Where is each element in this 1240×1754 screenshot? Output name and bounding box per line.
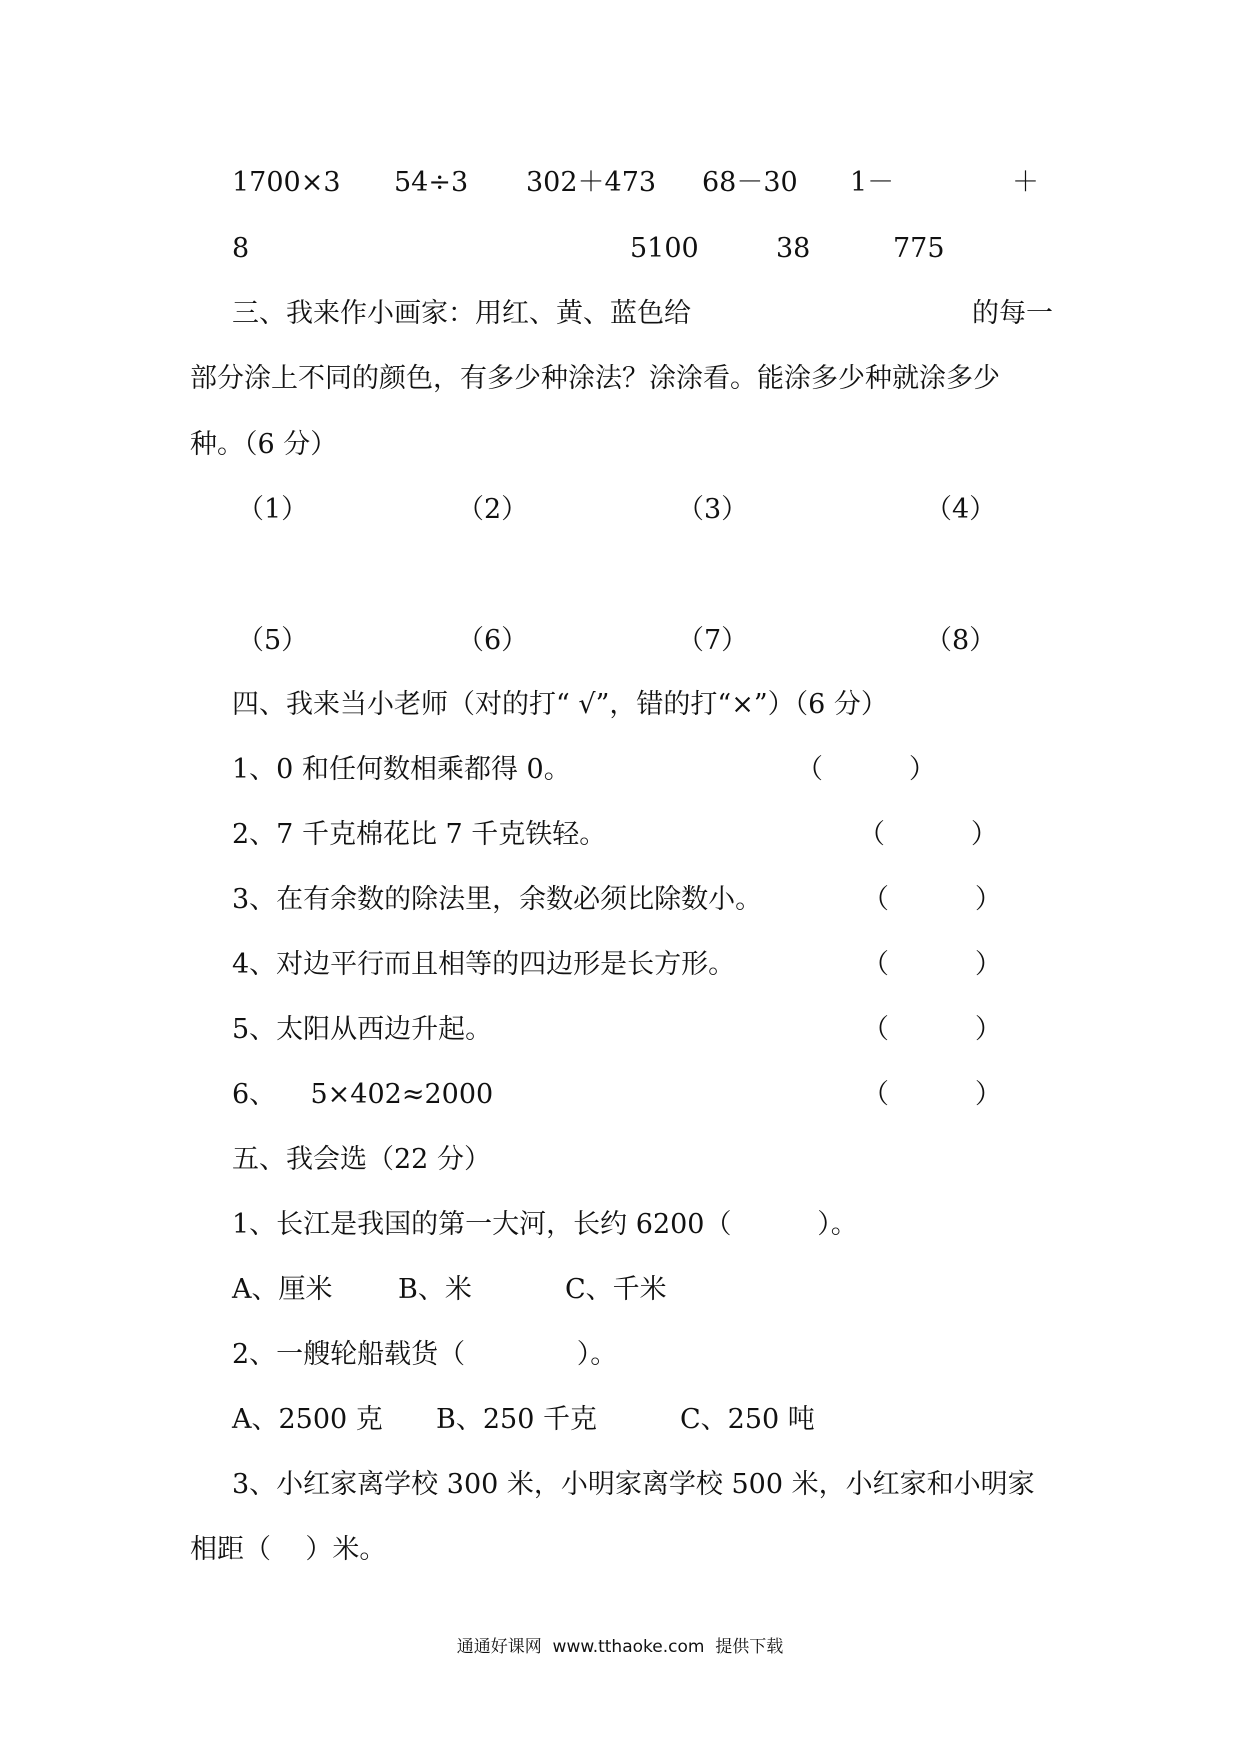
judge-item-6: 6、 5×402≈2000 [232,1079,494,1110]
choice-q1-option-c: C、千米 [565,1274,667,1305]
judge-answer-blank-2[interactable]: （ ） [858,819,998,850]
coloring-label-7: （7） [677,625,749,656]
choice-q2-option-c: C、250 吨 [680,1404,815,1435]
judge-answer-blank-1[interactable]: （ ） [796,754,936,785]
coloring-label-4: （4） [925,494,997,525]
choice-q3-line1: 3、小红家离学校 300 米，小明家离学校 500 米，小红家和小明家 [232,1469,1035,1500]
calc-item-6: ＋ [1012,167,1039,198]
choice-q2-option-b: B、250 千克 [436,1404,597,1435]
choice-q1-option-a: A、厘米 [232,1274,333,1305]
coloring-label-1: （1） [237,494,309,525]
coloring-label-5: （5） [237,625,309,656]
coloring-label-6: （6） [457,625,529,656]
judge-item-4: 4、对边平行而且相等的四边形是长方形。 [232,949,736,980]
judge-answer-blank-6[interactable]: （ ） [862,1079,1002,1110]
choice-q3-line2: 相距（ ）米。 [190,1534,387,1565]
section5-title: 五、我会选（22 分） [232,1144,491,1175]
calc-answer-2: 5100 [630,233,699,264]
calc-answer-4: 775 [893,233,945,264]
calc-item-5: 1－ [850,167,895,198]
calc-item-4: 68－30 [702,167,798,198]
judge-item-3: 3、在有余数的除法里，余数必须比除数小。 [232,884,763,915]
coloring-label-3: （3） [677,494,749,525]
calc-item-2: 54÷3 [394,167,469,198]
judge-answer-blank-5[interactable]: （ ） [862,1014,1002,1045]
judge-item-2: 2、7 千克棉花比 7 千克铁轻。 [232,819,607,850]
calc-item-1: 1700×3 [232,167,341,198]
judge-answer-blank-3[interactable]: （ ） [862,884,1002,915]
section3-line1-part2: 的每一 [972,298,1053,329]
choice-q1: 1、长江是我国的第一大河，长约 6200（ ）。 [232,1209,858,1240]
judge-item-5: 5、太阳从西边升起。 [232,1014,493,1045]
judge-answer-blank-4[interactable]: （ ） [862,949,1002,980]
section4-title: 四、我来当小老师（对的打“ √”，错的打“×”）（6 分） [232,689,888,720]
coloring-label-8: （8） [925,625,997,656]
coloring-label-2: （2） [457,494,529,525]
judge-item-1: 1、0 和任何数相乘都得 0。 [232,754,571,785]
choice-q1-option-b: B、米 [398,1274,472,1305]
calc-answer-3: 38 [776,233,811,264]
section3-line2: 部分涂上不同的颜色，有多少种涂法？涂涂看。能涂多少种就涂多少 [190,363,1000,394]
section3-line3: 种。（6 分） [190,429,338,460]
calc-answer-1: 8 [232,233,250,264]
choice-q2-option-a: A、2500 克 [232,1404,383,1435]
footer-download-note: 通通好课网 www.tthaoke.com 提供下载 [456,1637,784,1657]
choice-q2: 2、一艘轮船载货（ ）。 [232,1339,618,1370]
section3-line1-part1: 三、我来作小画家：用红、黄、蓝色给 [232,298,691,329]
calc-item-3: 302＋473 [526,167,657,198]
